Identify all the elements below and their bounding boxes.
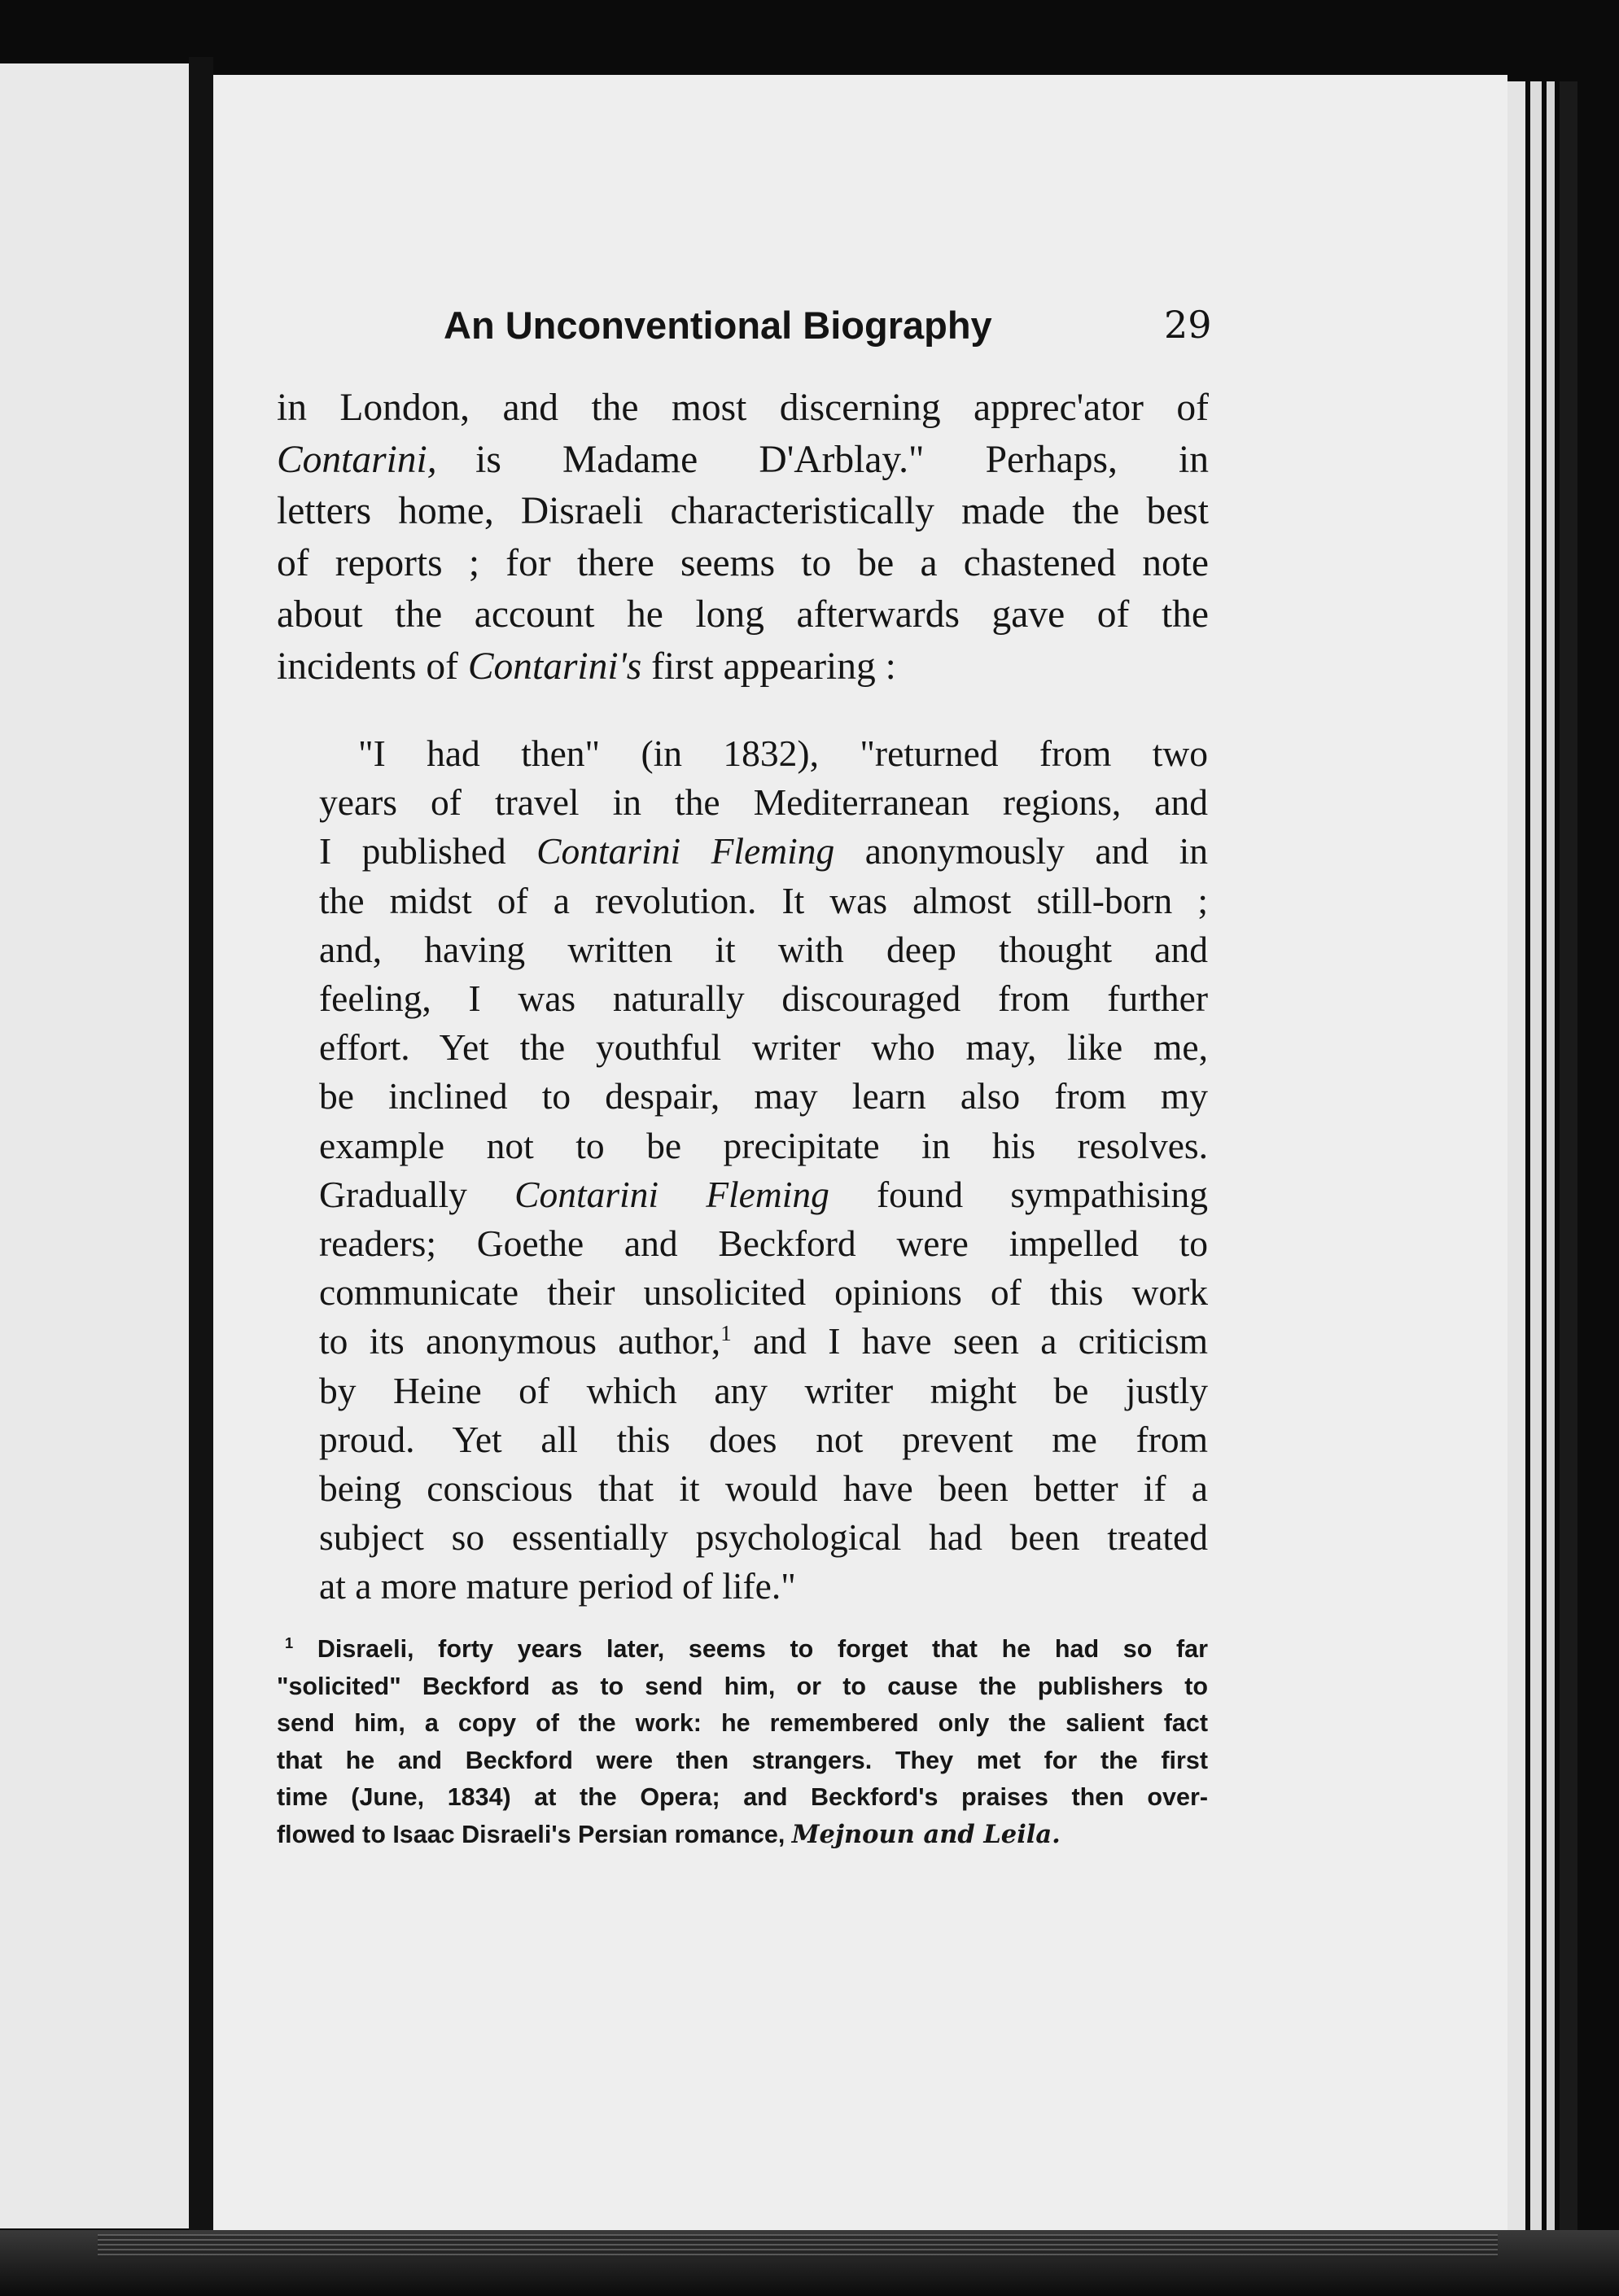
footnote-line bbox=[277, 1631, 1208, 1668]
quote-text: and I have seen a criticism bbox=[753, 1320, 1208, 1362]
quote-line: subject so essentially psychological had been treated bbox=[319, 1516, 1208, 1559]
footnote-reference: 1 bbox=[720, 1321, 732, 1346]
italic-title: Mejnoun and Leila. bbox=[791, 1819, 1061, 1849]
quote-line: and, having written it with deep thought and bbox=[319, 928, 1208, 970]
book-gutter bbox=[189, 57, 213, 2238]
quote-line: communicate their unsolicited opinions of this work bbox=[319, 1271, 1208, 1314]
footnote-text: Disraeli, forty years later, seems to forget that he had so far bbox=[317, 1635, 1208, 1663]
quote-text: I published bbox=[319, 830, 506, 872]
running-title: An Unconventional Biography bbox=[444, 304, 992, 347]
quote-text: found sympathising bbox=[877, 1173, 1208, 1215]
quote-text: Gradually bbox=[319, 1173, 467, 1215]
body-line bbox=[277, 435, 1209, 487]
quote-line: effort. Yet the youthful writer who may, like me, bbox=[319, 1026, 1208, 1069]
quote-line: be inclined to despair, may learn also from my bbox=[319, 1075, 1208, 1117]
quote-line: example not to be precipitate in his resolves. bbox=[319, 1124, 1208, 1166]
quote-line: the midst of a revolution. It was almost still-born ; bbox=[319, 879, 1208, 921]
body-line bbox=[277, 641, 1209, 693]
quote-line: proud. Yet all this does not prevent me from bbox=[319, 1418, 1208, 1460]
footnote-line: "solicited" Beckford as to send him, or to cause the publishers to bbox=[277, 1672, 1208, 1700]
footnote-line bbox=[277, 1817, 1208, 1854]
body-line-text: incidents of bbox=[277, 645, 458, 688]
book-cover-edge bbox=[1560, 81, 1577, 2230]
footnote-line: time (June, 1834) at the Opera; and Beckford's praises then over- bbox=[277, 1783, 1208, 1811]
page-edge bbox=[1547, 81, 1555, 2230]
quote-text: to its anonymous author, bbox=[319, 1320, 721, 1362]
body-line-text: is Madame D'Arblay." Perhaps, in bbox=[475, 438, 1209, 481]
quote-line: years of travel in the Mediterranean regions, and bbox=[319, 781, 1208, 824]
body-paragraph bbox=[277, 383, 1209, 693]
facing-page-blank bbox=[0, 63, 189, 2228]
italic-title: Contarini Fleming bbox=[514, 1173, 829, 1215]
italic-title: Contarini, bbox=[277, 438, 437, 481]
quote-line: by Heine of which any writer might be justly bbox=[319, 1369, 1208, 1411]
body-line: letters home, Disraeli characteristically made the best bbox=[277, 490, 1209, 532]
page-edge bbox=[1507, 81, 1525, 2230]
quote-text: anonymously and in bbox=[864, 830, 1209, 872]
footnote-text: flowed to Isaac Disraeli's Persian romance, bbox=[277, 1820, 785, 1848]
italic-title: Contarini Fleming bbox=[536, 830, 835, 872]
quote-line: feeling, I was naturally discouraged from further bbox=[319, 977, 1208, 1020]
quote-line: being conscious that it would have been better if a bbox=[319, 1467, 1208, 1510]
quote-line bbox=[319, 1317, 1208, 1366]
quote-line bbox=[319, 1170, 1208, 1219]
page-stack-lines bbox=[98, 2234, 1498, 2259]
body-line-text: first appearing : bbox=[651, 645, 896, 688]
footnote-marker: 1 bbox=[285, 1633, 294, 1651]
quote-line: "I had then" (in 1832), "returned from two bbox=[358, 733, 1208, 774]
body-line: of reports ; for there seems to be a chastened note bbox=[277, 541, 1209, 584]
body-line: about the account he long afterwards gave of the bbox=[277, 593, 1209, 636]
page-edge bbox=[1530, 81, 1542, 2230]
italic-title: Contarini's bbox=[467, 645, 642, 688]
page-number: 29 bbox=[1164, 303, 1212, 347]
quote-line: readers; Goethe and Beckford were impelled to bbox=[319, 1222, 1208, 1265]
footnote bbox=[277, 1631, 1208, 1853]
quote-line bbox=[319, 827, 1208, 876]
footnote-line: that he and Beckford were then strangers. They met for the first bbox=[277, 1746, 1208, 1774]
quote-line: at a more mature period of life." bbox=[319, 1565, 796, 1607]
block-quote bbox=[319, 729, 1208, 1612]
footnote-line: send him, a copy of the work: he remembered only the salient fact bbox=[277, 1709, 1208, 1737]
body-line: in London, and the most discerning apprec'ator of bbox=[277, 387, 1209, 429]
